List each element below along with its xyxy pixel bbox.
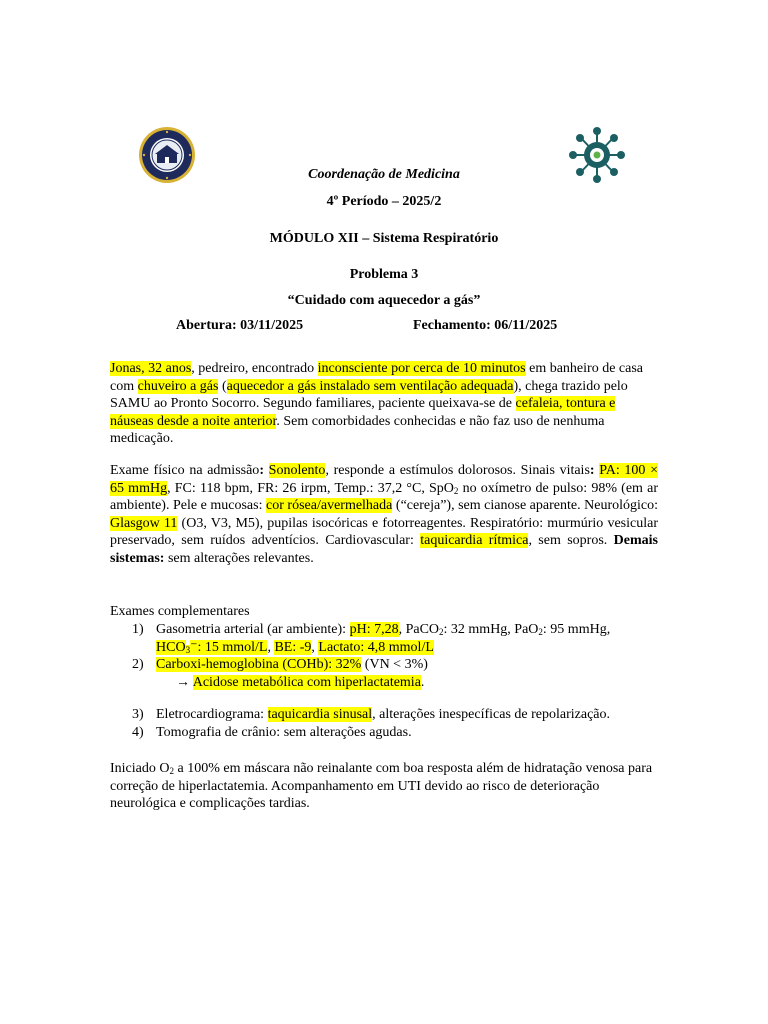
highlighted-text: taquicardia rítmica — [420, 533, 529, 548]
text-run: : — [589, 463, 595, 478]
text-run: 2 — [169, 766, 174, 776]
problem-number: Problema 3 — [349, 267, 419, 282]
text-run: Iniciado O — [110, 761, 170, 776]
highlighted-text: HCO — [156, 639, 186, 655]
list-item-number: 1) — [132, 622, 144, 637]
list-item-number: 2) — [132, 657, 144, 672]
highlighted-text: ⁻: 15 mmol/L — [190, 639, 268, 655]
highlighted-text: taquicardia sinusal — [267, 707, 373, 722]
text-run: , PaCO — [398, 622, 440, 637]
opening-date: Abertura: 03/11/2025 — [176, 318, 304, 333]
text-run: , — [311, 639, 319, 655]
highlighted-text: Lactato: 4,8 mmol/L — [318, 639, 434, 655]
list-item — [110, 706, 658, 724]
list-item-text — [156, 707, 610, 722]
text-run: , responde a estímulos dolorosos. Sinais vitais — [325, 463, 590, 478]
text-run: ( — [218, 378, 227, 394]
text-run: no oxímetro de pulso: 98% (em ar ambiente). Pele e mucosas: — [110, 480, 658, 513]
exams-title: Exames complementares — [110, 604, 250, 619]
highlighted-text: pH: 7,28 — [349, 622, 399, 637]
text-run: em banheiro de casa com — [110, 361, 643, 394]
physical-exam-paragraph — [110, 462, 658, 567]
list-item-text — [156, 657, 428, 672]
list-item-text — [156, 725, 412, 740]
highlighted-text: Acidose metabólica com hiperlactatemia — [192, 674, 421, 690]
list-item — [110, 621, 658, 656]
text-run: → — [176, 674, 193, 690]
highlighted-text: inconsciente por cerca de 10 minutos — [317, 361, 526, 376]
text-run: Eletrocardiograma: — [156, 707, 268, 722]
text-run: , pedreiro, encontrado — [191, 361, 318, 376]
highlighted-text: Carboxi-hemoglobina (COHb): 32% — [156, 657, 362, 672]
case-presentation-paragraph — [110, 360, 658, 448]
list-item-text — [156, 622, 610, 655]
period-label: 4º Período – 2025/2 — [326, 194, 442, 209]
text-run: , — [267, 639, 275, 655]
text-run: (O3, V3, M5), pupilas isocóricas e fotorreagentes. Respiratório: murmúrio vesicular preservado, sem ruídos adventícios. Cardiovascular: — [110, 515, 658, 548]
highlighted-text: PA: 100 × 65 mmHg — [110, 463, 658, 496]
text-run: Gasometria arterial (ar ambiente): — [156, 622, 350, 637]
problem-title: “Cuidado com aquecedor a gás” — [287, 293, 481, 308]
text-run: . — [420, 674, 425, 690]
list-item-number: 3) — [132, 707, 144, 722]
text-run: Demais sistemas: — [110, 533, 658, 566]
treatment-paragraph — [110, 760, 658, 813]
exams-list — [110, 621, 658, 741]
text-run: , FC: 118 bpm, FR: 26 irpm, Temp.: 37,2 °C, SpO — [167, 480, 454, 496]
list-item — [110, 724, 658, 742]
text-run: 2 — [538, 627, 543, 637]
text-run: Tomografia de crânio: sem alterações agudas. — [156, 724, 412, 740]
highlighted-text: 3 — [185, 644, 191, 655]
module-title: MÓDULO XII – Sistema Respiratório — [269, 231, 499, 246]
text-run: sem alterações relevantes. — [164, 550, 314, 566]
highlighted-text: aquecedor a gás instalado sem ventilação adequada — [226, 378, 514, 394]
text-run: a 100% em máscara não reinalante com boa resposta além de hidratação venosa para correção de hiperlactatemia. Acompanhamento em UTI devido ao risco de deterioração neurológica e complicações tardias. — [110, 761, 653, 811]
text-run: , alterações inespecíficas de repolarização. — [372, 707, 610, 722]
text-run: . Sem comorbidades conhecidas e não faz uso de nenhuma medicação. — [110, 413, 605, 446]
coordination-title: Coordenação de Medicina — [308, 167, 460, 182]
conclusion-line — [110, 674, 658, 692]
text-run: (VN < 3%) — [361, 657, 428, 672]
list-item — [110, 656, 658, 674]
highlighted-text: Jonas, 32 anos — [110, 361, 192, 376]
highlighted-text: chuveiro a gás — [137, 378, 219, 394]
text-run: Exame físico na admissão — [110, 463, 260, 478]
text-run: ), chega trazido pelo SAMU ao Pronto Socorro. Segundo familiares, paciente queixava-se de — [110, 378, 628, 411]
highlighted-text: cor rósea/avermelhada — [266, 498, 393, 513]
closing-date: Fechamento: 06/11/2025 — [413, 318, 558, 333]
highlighted-text: BE: -9 — [274, 639, 312, 655]
text-run: , sem sopros. — [528, 533, 614, 548]
text-run: : 95 mmHg, — [542, 622, 611, 637]
text-run: : 32 mmHg, PaO — [443, 622, 539, 637]
text-run: 2 — [439, 627, 444, 637]
highlighted-text: Sonolento — [268, 463, 326, 478]
text-run: : — [259, 463, 264, 478]
list-item-number: 4) — [132, 724, 144, 740]
highlighted-text: cefaleia, tontura e náuseas desde a noite anterior — [110, 396, 616, 429]
highlighted-text: Glasgow 11 — [110, 515, 178, 531]
spacer — [110, 691, 658, 706]
text-run: 2 — [453, 485, 459, 496]
text-run: (“cereja”), sem cianose aparente. Neurológico: — [392, 498, 658, 513]
text-run — [264, 463, 269, 478]
